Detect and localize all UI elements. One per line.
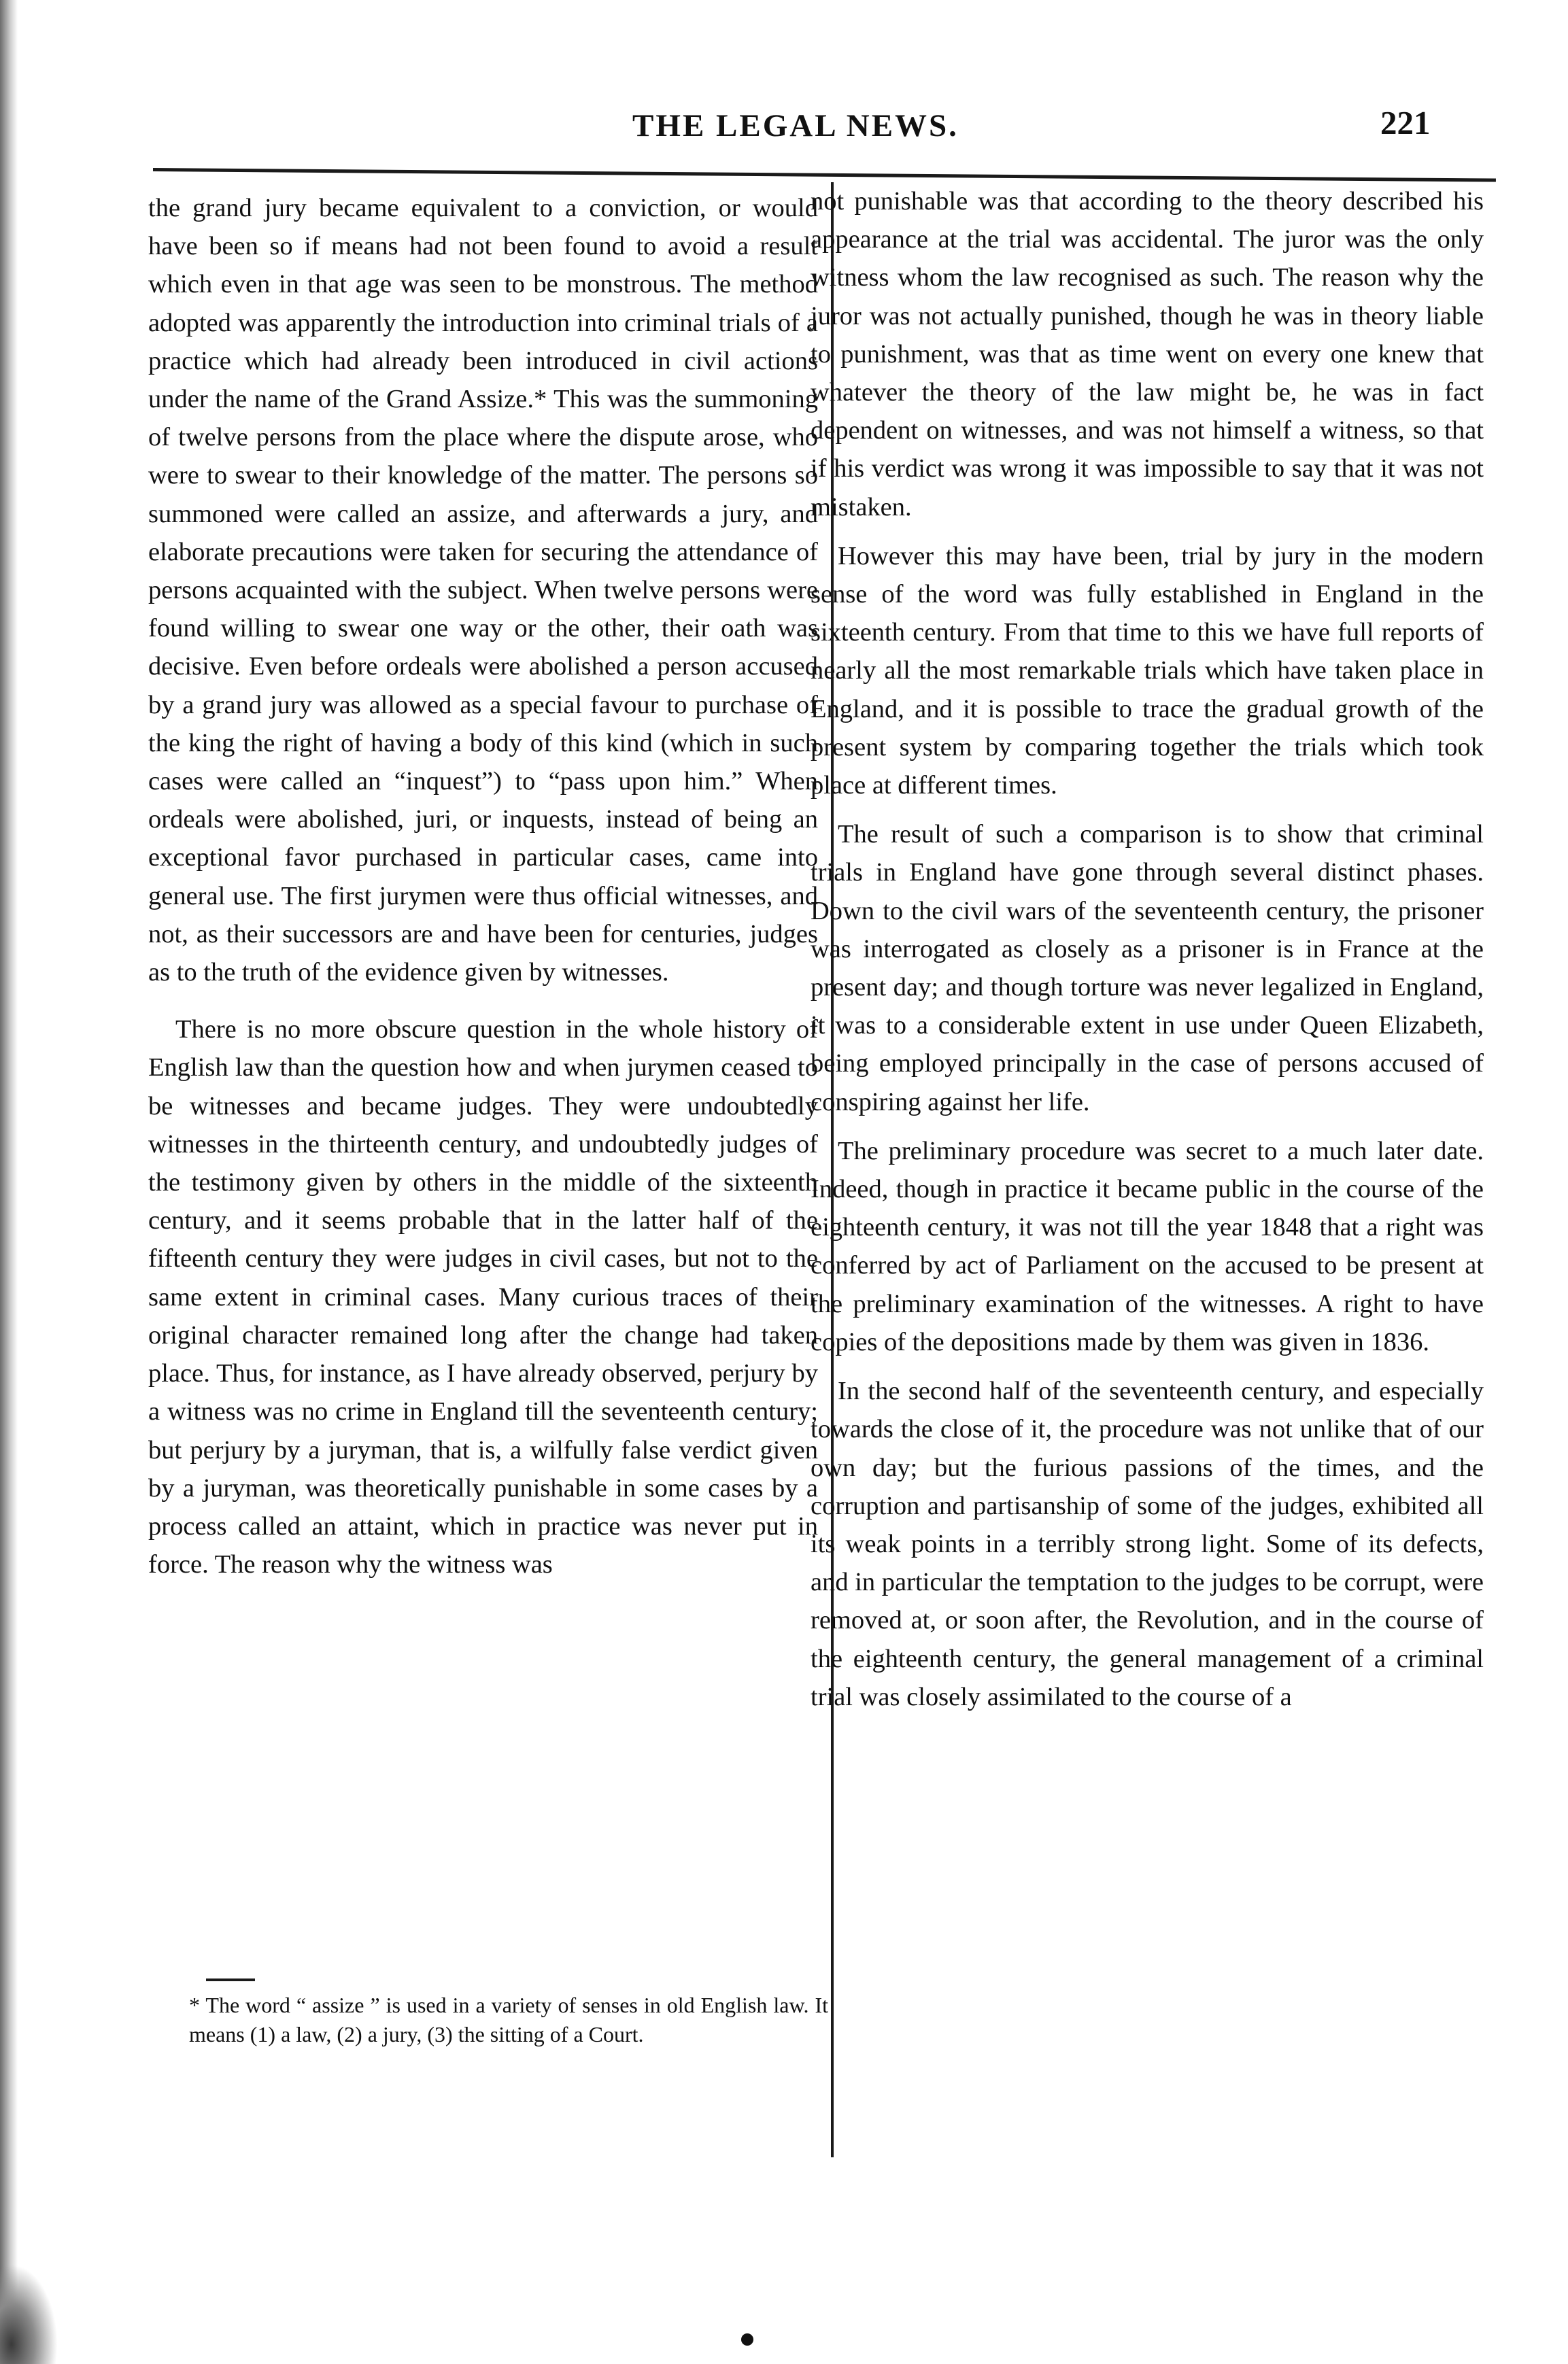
right-paragraph-5: In the second half of the seventeenth century, and especially towards the close of it, the procedure was not unlike that of our own day; but the furious passions of the times, and the corruption and partisanship of some of the judges, exhibited all its weak points in a terribly strong light. Some of its defects, and in particular the temptation to the judges to be corrupt, were removed at, or soon after, the Revolution, and in the course of the eighteenth century, the general management of a criminal trial was closely assimilated to the course of a bbox=[811, 1377, 1484, 1711]
right-paragraph-3: The result of such a comparison is to show that criminal trials in England have gone through several distinct phases. Down to the civil wars of the seventeenth century, the prisoner was interrogated as closely as a prisoner is in France at the present day; and though torture was never legalized in England, it was to a considerable extent in use under Queen Elizabeth, being employed principally in the case of persons accused of conspiring against her life. bbox=[811, 820, 1484, 1116]
binding-shadow bbox=[0, 0, 18, 2364]
right-paragraph-2: However this may have been, trial by jury in the modern sense of the word was fully established in England in the sixteenth century. From that time to this we have full reports of nearly all the most remarkable trials which have taken place in England, and it is possible to trace the gradual growth of the present system by comparing together the trials which took place at different times. bbox=[811, 541, 1484, 800]
header-rule bbox=[153, 168, 1496, 182]
bottom-ornament-dot bbox=[741, 2333, 753, 2346]
right-paragraph-4: The preliminary procedure was secret to a much later date. Indeed, though in practice it became public in the course of the eighteenth century, it was not till the year 1848 that a right was conferred by act of Parliament on the accused to be present at the preliminary examination of the witnesses. A right to have copies of the depositions made by them was given in 1836. bbox=[811, 1136, 1484, 1356]
ink-smudge bbox=[0, 2264, 58, 2364]
page-number: 221 bbox=[1380, 104, 1431, 141]
right-column bbox=[811, 182, 1484, 1716]
running-header-title: THE LEGAL NEWS. bbox=[632, 108, 959, 143]
left-paragraph-2: There is no more obscure question in the whole history of English law than the question how and when jurymen ceased to be witnesses and became judges. They were undoubtedly witnesses in the thirteenth century, and undoubtedly judges of the testimony given by others in the middle of the sixteenth century, and it seems probable that in the latter half of the fifteenth century they were judges in civil cases, but not to the same extent in criminal cases. Many curious traces of their original character remained long after the change had taken place. Thus, for instance, as I have already observed, perjury by a witness was no crime in England till the seventeenth century; but perjury by a juryman, that is, a wilfully false verdict given by a juryman, was theoretically punishable in some cases by a process called an attaint, which in practice was never put in force. The reason why the witness was bbox=[148, 1015, 818, 1579]
left-paragraph-1: the grand jury became equivalent to a conviction, or would have been so if means had not been found to avoid a result which even in that age was seen to be monstrous. The method adopted was apparently the introduction into criminal trials of a practice which had already been introduced in civil actions under the name of the Grand Assize.* This was the summoning of twelve persons from the place where the dispute arose, who were to swear to their knowledge of the matter. The persons so summoned were called an assize, and afterwards a jury, and elaborate precautions were taken for securing the attendance of persons acquainted with the subject. When twelve persons were found willing to swear one way or the other, their oath was decisive. Even before ordeals were abolished a person accused by a grand jury was allowed as a special favour to purchase of the king the right of having a body of this kind (which in such cases were called an “inquest”) to “pass upon him.” When ordeals were abolished, juri, or inquests, instead of being an exceptional favor purchased in particular cases, came into general use. The first jurymen were thus official witnesses, and not, as their successors are and have been for centuries, judges as to the truth of the evidence given by witnesses. bbox=[148, 194, 818, 987]
right-paragraph-1: not punishable was that according to the theory described his appearance at the trial was accidental. The juror was the only witness whom the law recognised as such. The reason why the juror was not actually punished, though he was in theory liable to punishment, was that as time went on every one knew that whatever the theory of the law might be, he was in fact dependent on witnesses, and was not himself a witness, so that if his verdict was wrong it was impossible to say that it was not mistaken. bbox=[811, 187, 1484, 521]
footnote-rule bbox=[206, 1978, 255, 1981]
footnote: * The word “ assize ” is used in a variety of senses in old English law. It means (1) a law, (2) a jury, (3) the sitting of a Court. bbox=[189, 1993, 828, 2046]
left-column bbox=[148, 189, 818, 1583]
